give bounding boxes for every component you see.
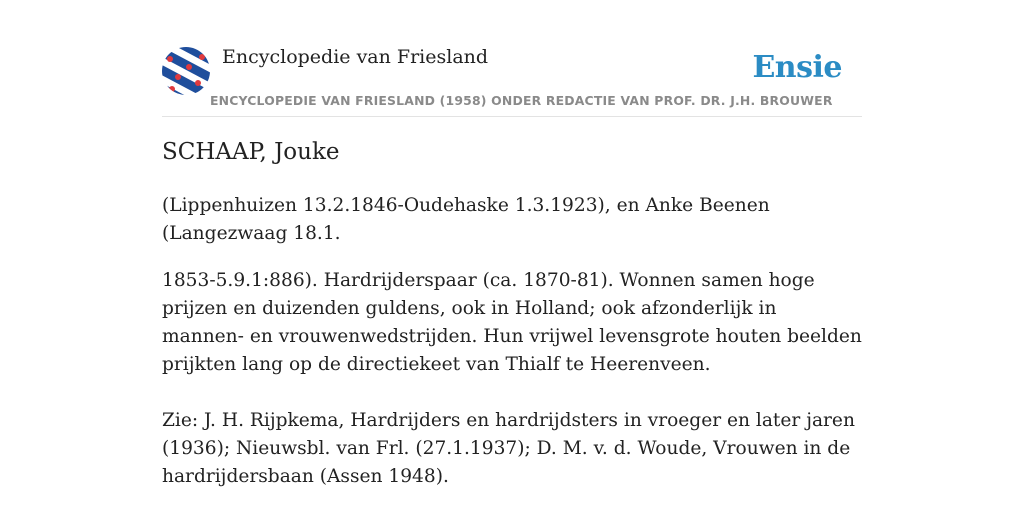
site-header (162, 0, 862, 117)
page-container (162, 0, 862, 487)
entry-paragraph-2: 1853-5.9.1:886). Hardrijderspaar (ca. 1870-81). Wonnen samen hoge prijzen en duizenden guldens, ook in Holland; ook afzonderlijk in mannen- en vrouwenwedstrijden. Hun vrijwel levensgrote houten beelden prijkten lang op de directiekeet van Thialf te Heerenveen. (162, 270, 862, 375)
frisian-flag-logo-icon[interactable] (162, 47, 210, 95)
site-subtitle: ENCYCLOPEDIE VAN FRIESLAND (1958) ONDER REDACTIE VAN PROF. DR. J.H. BROUWER (210, 93, 833, 108)
brand-logo[interactable]: Ensie (752, 50, 842, 85)
entry-paragraph-3: Zie: J. H. Rijpkema, Hardrijders en hardrijdsters in vroeger en later jaren (1936); Nieuwsbl. van Frl. (27.1.1937); D. M. v. d. Woude, Vrouwen in de hardrijdersbaan (Assen 1948). (162, 410, 855, 487)
site-title[interactable]: Encyclopedie van Friesland (222, 46, 489, 68)
entry-paragraph-1: (Lippenhuizen 13.2.1846-Oudehaske 1.3.1923), en Anke Beenen (Langezwaag 18.1. (162, 195, 770, 244)
entry-title: SCHAAP, Jouke (162, 139, 340, 165)
